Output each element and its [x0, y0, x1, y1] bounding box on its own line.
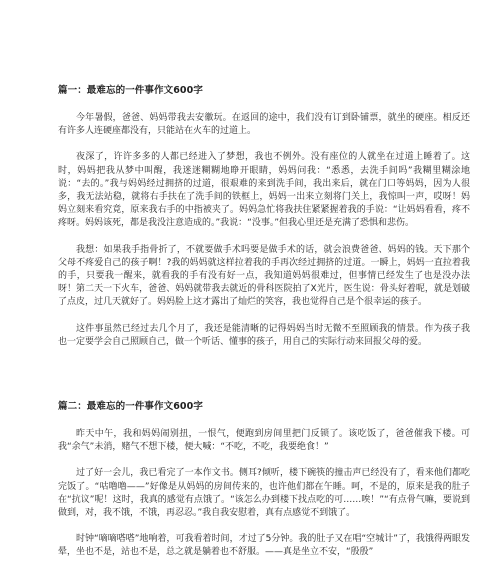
article-1	[58, 84, 470, 98]
article-2-paragraph: 昨天中午，我和妈妈闹别扭，一恨气，便跑到房间里把门反锁了。该吃饭了，爸爸催我下楼。可我“余气”未消，赌气不想下楼，便大喊：“不吃，不吃，我要绝食！”	[58, 429, 470, 453]
article-1-paragraph: 这件事虽然已经过去几个月了，我还是能清晰的记得妈妈当时无微不至照顾我的情景。作为孩子我也一定要学会自己照顾自己，做一个听话、懂事的孩子，用自己的实际行动来回报父母的爱。	[58, 323, 470, 347]
article-2-paragraph: 过了好一会儿，我已看完了一本作文书。侧耳?倾听，楼下碗筷的撞击声已经没有了，看来他们都吃完饭了。“咕噜噜——”好像是从妈妈的房间传来的，也许他们都在午睡。呵，不是的，原来是我的肚子在“抗议”呢！这时，我真的感觉有点饿了。“该怎么办到楼下找点吃的可……唉！”“有点骨气嘛，要说到做到，对，我不饿，不饿，再忍忍。”我自我安慰着，真有点感觉不到饿了。	[58, 468, 470, 519]
article-1-paragraph: 今年暑假，爸爸、妈妈带我去安徽玩。在返回的途中，我们没有订到卧铺票，就坐的硬座。相反还有许多人连硬座都没有，只能站在火车的过道上。	[58, 113, 470, 137]
article-1-body	[58, 112, 470, 362]
article-2-title: 篇二：最难忘的一件事作文600字	[58, 401, 203, 412]
article-1-title: 篇一：最难忘的一件事作文600字	[58, 85, 203, 96]
article-2-body	[58, 428, 470, 561]
article-1-paragraph: 夜深了，许许多多的人都已经进入了梦想，我也不例外。没有座位的人就坐在过道上睡着了。这时，妈妈把我从梦中叫醒，我迷迷糊糊地睁开眼睛，妈妈问我：“悉悉，去洗手间吗”我糊里糊涂地说：“去的。”我与妈妈经过拥挤的过道，很艰难的来到洗手间，我出来后，就在门口等妈妈，因为人很多，我无法站稳，就将右手扶在了洗手间的铁框上，妈妈一出来立刻将门关上，我惊叫一声，哎呀！妈妈立刻来看究竟，原来我右手的中指被夹了。妈妈急忙将我扶住紧紧握着我的手说：“让妈妈看看，疼不疼呀。妈妈该死，都是我没注意造成的。”我说：“没事。”但我心里还是充满了恐惧和悲伤。	[58, 152, 470, 229]
article-2	[58, 400, 470, 414]
article-2-paragraph: 时钟“嘀嘀嗒嗒”地响着，可我看着时间，才过了5分钟。我的肚子又在唱“空城计”了，我饿得两眼发晕，坐也不是，站也不是，总之就是躺着也不舒服。——真是坐立不安，“殷殷”	[58, 534, 470, 558]
article-1-paragraph: 我想：如果我手指骨折了，不就要做手术吗要是做手术的话，就会浪费爸爸、妈妈的钱。天下那个父母不疼爱自己的孩子啊！?我的妈妈就这样拉着我的手再次经过拥挤的过道。一瞬上，妈妈一直拉着我的手，只要我一醒来，就看我的手有没有好一点，我知道妈妈很难过，但事情已经发生了也是没办法呀！第二天一下火车，爸爸、妈妈就带我去就近的骨科医院拍了X光片，医生说：骨头好着呢，就是划破了点皮，过几天就好了。妈妈脸上这才露出了灿烂的笑容，我也觉得自己是个很幸运的孩子。	[58, 244, 470, 308]
